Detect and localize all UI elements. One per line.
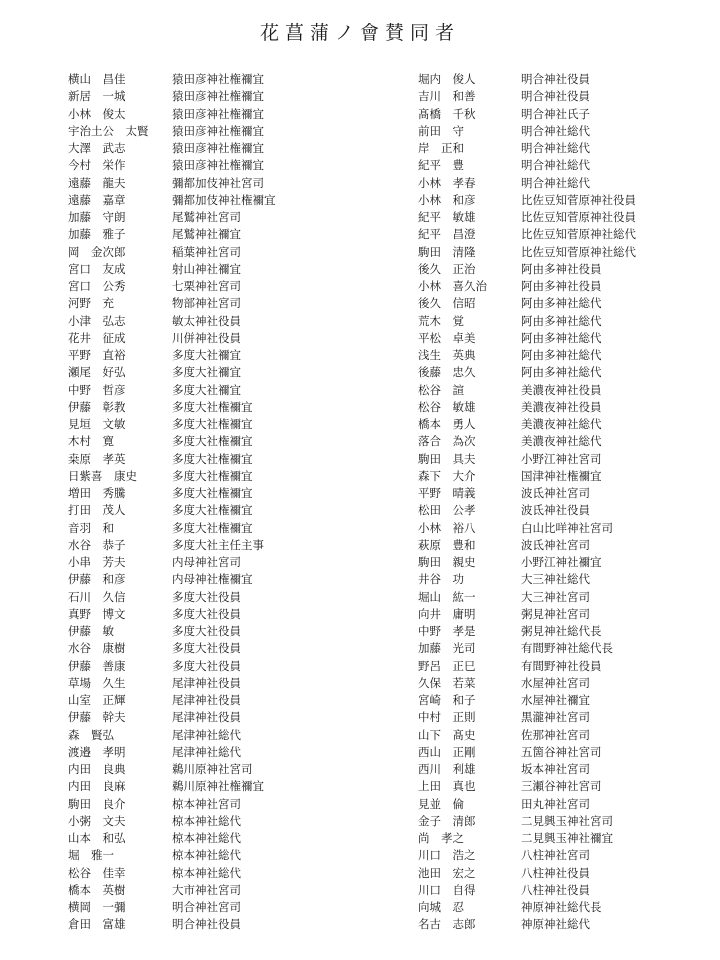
supporter-role: 国津神社権禰宜 <box>521 468 602 483</box>
supporter-name: 岡 金次郎 <box>68 244 126 259</box>
supporter-name: 落合 為次 <box>418 434 476 449</box>
supporter-role: 神原神社総代 <box>521 917 590 932</box>
supporter-role: 猿田彦神社権禰宜 <box>172 72 264 86</box>
supporter-name: 伊藤 善康 <box>68 658 126 673</box>
supporter-role: 明合神社氏子 <box>521 106 590 121</box>
supporter-name: 後久 信昭 <box>418 296 476 311</box>
supporter-role: 猿田彦神社権禰宜 <box>172 123 264 138</box>
supporter-role: 明合神社総代 <box>521 141 590 155</box>
page-title: 花菖蒲ノ會賛同者 <box>259 22 460 44</box>
supporter-name: 堀 雅一 <box>68 848 114 863</box>
supporter-role: 多度大社役員 <box>172 624 241 638</box>
supporter-name: 打田 茂人 <box>68 503 126 518</box>
supporter-role: 白山比咩神社宮司 <box>521 520 613 535</box>
supporter-role: 粥見神社総代長 <box>521 624 602 638</box>
supporter-name: 加藤 雅子 <box>68 227 126 242</box>
supporter-role: 多度大社禰宜 <box>172 348 241 362</box>
supporter-name: 名古 志郎 <box>418 917 476 932</box>
supporter-name: 小林 和彦 <box>418 192 476 207</box>
supporter-name: 山下 髙史 <box>418 727 476 742</box>
supporter-name: 宮口 公秀 <box>68 279 126 293</box>
supporter-role: 椋本神社宮司 <box>172 796 241 811</box>
supporter-role: 猿田彦神社権禰宜 <box>172 89 264 104</box>
supporter-name: 駒田 良介 <box>68 796 126 811</box>
supporter-name: 平松 卓美 <box>418 330 476 345</box>
supporter-role: 阿由多神社総代 <box>521 348 602 362</box>
supporter-name: 音羽 和 <box>68 520 114 535</box>
supporter-role: 多度大社権禰宜 <box>172 486 253 500</box>
supporter-role: 波氐神社宮司 <box>521 486 590 500</box>
supporter-role: 多度大社権禰宜 <box>172 399 253 414</box>
supporter-role: 美濃夜神社総代 <box>521 434 602 449</box>
supporter-name: 森下 大介 <box>418 468 476 483</box>
supporter-role: 阿由多神社総代 <box>521 365 602 380</box>
supporter-name: 横岡 一彌 <box>68 900 126 914</box>
supporter-role: 八柱神社役員 <box>521 882 590 897</box>
supporter-name: 真野 博文 <box>68 606 126 621</box>
supporter-role: 尾津神社役員 <box>172 693 241 707</box>
supporter-name: 髙橋 千秋 <box>418 106 476 121</box>
supporter-name: 久保 若菜 <box>418 675 476 690</box>
supporter-role: 明合神社役員 <box>521 89 590 104</box>
supporter-name: 橋本 勇人 <box>418 417 476 431</box>
supporter-role: 多度大社役員 <box>172 606 241 621</box>
supporter-name: 新居 一城 <box>68 89 126 104</box>
supporter-name: 伊藤 和彦 <box>68 572 126 587</box>
supporter-role: 水屋神社宮司 <box>521 675 590 690</box>
supporter-name: 瀬尾 好弘 <box>68 365 126 380</box>
supporter-role: 七栗神社宮司 <box>172 279 241 293</box>
supporter-name: 前田 守 <box>418 123 464 138</box>
supporter-role: 五箇谷神社宮司 <box>521 744 602 759</box>
supporter-role: 物部神社宮司 <box>172 296 241 311</box>
supporter-name: 水谷 恭子 <box>68 537 126 552</box>
supporter-name: 井谷 功 <box>418 572 464 587</box>
supporter-role: 椋本神社総代 <box>172 831 241 845</box>
supporter-role: 田丸神社宮司 <box>521 796 590 811</box>
supporter-name: 萩原 豊和 <box>418 537 476 552</box>
supporter-name: 加藤 光司 <box>418 641 476 656</box>
supporter-name: 伊藤 幹夫 <box>68 710 126 725</box>
supporter-name: 今村 栄作 <box>68 158 126 173</box>
supporter-role: 波氐神社役員 <box>521 503 590 518</box>
supporter-role: 阿由多神社総代 <box>521 313 602 328</box>
supporter-name: 横山 昌佳 <box>68 72 126 86</box>
supporter-role: 多度大社禰宜 <box>172 382 241 397</box>
supporter-name: 西山 正剛 <box>418 744 476 759</box>
supporter-name: 平野 晴義 <box>418 486 476 500</box>
supporter-role: 多度大社権禰宜 <box>172 520 253 535</box>
supporter-name: 河野 充 <box>68 296 114 311</box>
supporter-role: 二見興玉神社宮司 <box>521 813 613 828</box>
supporter-name: 向城 忍 <box>418 900 464 914</box>
supporter-role: 小野江神社禰宜 <box>521 555 602 569</box>
supporter-name: 橋本 英樹 <box>68 882 126 897</box>
supporter-name: 駒田 清隆 <box>418 244 476 259</box>
supporter-role: 稲葉神社宮司 <box>172 244 241 259</box>
supporter-role: 尾鷲神社宮司 <box>172 210 241 224</box>
supporter-name: 小津 弘志 <box>68 313 126 328</box>
supporter-role: 神原神社総代長 <box>521 900 602 914</box>
supporter-role: 明合神社総代 <box>521 123 590 138</box>
supporter-role: 彌都加伎神社権禰宜 <box>172 192 276 207</box>
supporter-name: 石川 久信 <box>68 589 126 604</box>
supporter-role: 多度大社権禰宜 <box>172 468 253 483</box>
supporter-role: 多度大社権禰宜 <box>172 417 253 431</box>
supporter-role: 尾津神社役員 <box>172 675 241 690</box>
supporter-name: 大澤 武志 <box>68 141 126 155</box>
supporter-name: 紀平 敏雄 <box>418 210 476 224</box>
supporter-role: 多度大社役員 <box>172 641 241 656</box>
supporter-role: 二見興玉神社禰宜 <box>521 831 613 845</box>
supporter-name: 駒田 親史 <box>418 555 476 569</box>
supporter-role: 比佐豆知菅原神社役員 <box>521 210 636 224</box>
supporter-role: 多度大社権禰宜 <box>172 503 253 518</box>
supporter-name: 遠藤 嘉章 <box>68 192 126 207</box>
supporter-name: 岸 正和 <box>418 141 464 155</box>
supporter-role: 多度大社権禰宜 <box>172 451 253 466</box>
supporter-name: 後藤 忠久 <box>418 365 476 380</box>
supporter-role: 猿田彦神社権禰宜 <box>172 141 264 155</box>
supporter-role: 比佐豆知菅原神社役員 <box>521 192 636 207</box>
supporter-role: 多度大社禰宜 <box>172 365 241 380</box>
supporter-role: 美濃夜神社総代 <box>521 417 602 431</box>
supporter-role: 八柱神社役員 <box>521 865 590 880</box>
supporter-name: 野呂 正巳 <box>418 658 476 673</box>
supporter-role: 明合神社宮司 <box>172 900 241 914</box>
supporter-role: 阿由多神社役員 <box>521 261 602 276</box>
supporter-name: 小粥 文夫 <box>68 813 126 828</box>
supporter-role: 坂本神社宮司 <box>521 762 590 776</box>
supporter-name: 宮崎 和子 <box>418 693 476 707</box>
supporter-role: 比佐豆知菅原神社総代 <box>521 244 636 259</box>
supporter-name: 向井 庸明 <box>418 606 476 621</box>
supporter-name: 水谷 康樹 <box>68 641 126 656</box>
supporter-role: 尾津神社総代 <box>172 727 241 742</box>
supporter-role: 佐那神社宮司 <box>521 727 590 742</box>
supporter-role: 三瀬谷神社宮司 <box>521 779 602 794</box>
supporter-role: 椋本神社総代 <box>172 865 241 880</box>
supporter-role: 尾津神社役員 <box>172 710 241 725</box>
supporter-role: 美濃夜神社役員 <box>521 399 602 414</box>
supporter-role: 美濃夜神社役員 <box>521 382 602 397</box>
supporter-name: 小林 喜久治 <box>418 279 487 293</box>
supporter-role: 彌都加伎神社宮司 <box>172 175 264 190</box>
supporter-role: 椋本神社総代 <box>172 813 241 828</box>
supporter-name: 伊藤 敏 <box>68 624 114 638</box>
supporter-role: 尾津神社総代 <box>172 744 241 759</box>
supporter-role: 多度大社権禰宜 <box>172 434 253 449</box>
supporter-name: 加藤 守朗 <box>68 210 126 224</box>
supporter-role: 鵜川原神社宮司 <box>172 762 253 776</box>
supporter-name: 草場 久生 <box>68 675 126 690</box>
supporter-role: 阿由多神社総代 <box>521 296 602 311</box>
supporter-name: 内田 良麻 <box>68 779 126 794</box>
supporter-role: 猿田彦神社権禰宜 <box>172 158 264 173</box>
supporter-name: 中野 孝是 <box>418 624 476 638</box>
supporter-role: 大市神社宮司 <box>172 882 241 897</box>
supporter-name: 桒原 孝英 <box>68 451 126 466</box>
supporter-role: 多度大社主任主事 <box>172 537 264 552</box>
supporter-role: 明合神社役員 <box>172 917 241 932</box>
supporter-name: 山本 和弘 <box>68 831 126 845</box>
supporter-name: 尚 孝之 <box>418 831 464 845</box>
supporter-name: 堀山 紘一 <box>418 589 476 604</box>
supporter-name: 伊藤 彰教 <box>68 399 126 414</box>
supporter-role: 有間野神社役員 <box>521 658 602 673</box>
supporter-role: 椋本神社総代 <box>172 848 241 863</box>
supporter-role: 大三神社宮司 <box>521 589 590 604</box>
supporter-name: 小林 俊太 <box>68 106 126 121</box>
supporter-name: 吉川 和善 <box>418 89 476 104</box>
supporter-name: 川口 自得 <box>418 882 476 897</box>
supporter-name: 森 賢弘 <box>68 727 114 742</box>
supporter-role: 鵜川原神社権禰宜 <box>172 779 264 794</box>
supporter-name: 紀平 豊 <box>418 158 464 173</box>
supporter-name: 遠藤 龍夫 <box>68 175 126 190</box>
supporter-name: 駒田 具夫 <box>418 451 476 466</box>
supporter-name: 木村 寛 <box>68 434 114 449</box>
supporter-role: 多度大社役員 <box>172 589 241 604</box>
supporter-role: 尾鷲神社禰宜 <box>172 227 241 242</box>
supporter-name: 中野 哲彦 <box>68 382 126 397</box>
supporter-name: 小林 裕八 <box>418 520 476 535</box>
supporter-name: 松谷 佳幸 <box>68 865 126 880</box>
supporter-name: 荒木 覚 <box>418 313 464 328</box>
supporter-role: 粥見神社宮司 <box>521 606 590 621</box>
supporter-name: 花井 征成 <box>68 330 126 345</box>
supporter-name: 見並 倫 <box>418 796 464 811</box>
supporter-name: 堀内 俊人 <box>418 72 476 86</box>
supporter-name: 松谷 諠 <box>418 382 464 397</box>
supporter-role: 有間野神社総代長 <box>521 641 613 656</box>
supporter-name: 平野 直裕 <box>68 348 126 362</box>
supporter-name: 上田 真也 <box>418 779 476 794</box>
supporter-name: 松谷 敏雄 <box>418 399 476 414</box>
supporter-name: 中村 正則 <box>418 710 476 725</box>
supporter-role: 多度大社役員 <box>172 658 241 673</box>
supporter-name: 増田 秀騰 <box>68 486 126 500</box>
supporter-role: 阿由多神社総代 <box>521 330 602 345</box>
supporter-name: 日紫喜 康史 <box>68 468 137 483</box>
supporter-role: 猿田彦神社権禰宜 <box>172 106 264 121</box>
supporter-name: 見垣 文敏 <box>68 417 126 431</box>
supporter-role: 川併神社役員 <box>172 330 241 345</box>
supporter-role: 明合神社総代 <box>521 175 590 190</box>
supporter-name: 西川 利雄 <box>418 762 476 776</box>
supporter-name: 紀平 昌澄 <box>418 227 476 242</box>
supporter-role: 黒瀧神社宮司 <box>521 710 590 725</box>
supporter-name: 宮口 友成 <box>68 261 126 276</box>
supporter-name: 宇治土公 太賢 <box>68 123 149 138</box>
supporter-role: 八柱神社宮司 <box>521 848 590 863</box>
supporter-name: 小串 芳夫 <box>68 555 126 569</box>
supporter-role: 阿由多神社役員 <box>521 279 602 293</box>
supporter-role: 大三神社総代 <box>521 572 590 587</box>
supporter-name: 内田 良典 <box>68 762 126 776</box>
supporter-role: 内母神社宮司 <box>172 555 241 569</box>
supporter-role: 波氐神社宮司 <box>521 537 590 552</box>
supporter-name: 後久 正治 <box>418 261 476 276</box>
supporter-name: 浅生 英典 <box>418 348 476 362</box>
supporter-name: 金子 清郎 <box>418 813 476 828</box>
supporter-name: 川口 浩之 <box>418 848 476 863</box>
supporter-name: 池田 宏之 <box>418 865 476 880</box>
supporter-name: 倉田 富雄 <box>68 917 126 932</box>
supporter-role: 比佐豆知菅原神社総代 <box>521 227 636 242</box>
supporter-role: 水屋神社禰宜 <box>521 693 590 707</box>
supporter-name: 山室 正輝 <box>68 693 126 707</box>
supporter-name: 小林 孝春 <box>418 175 476 190</box>
supporter-role: 小野江神社宮司 <box>521 451 602 466</box>
supporter-role: 内母神社権禰宜 <box>172 572 253 587</box>
supporter-role: 明合神社総代 <box>521 158 590 173</box>
supporter-role: 射山神社禰宜 <box>172 261 241 276</box>
supporter-name: 松田 公孝 <box>418 503 476 518</box>
supporter-role: 明合神社役員 <box>521 72 590 86</box>
supporter-name: 渡邉 孝明 <box>68 744 126 759</box>
supporter-role: 敏太神社役員 <box>172 313 241 328</box>
